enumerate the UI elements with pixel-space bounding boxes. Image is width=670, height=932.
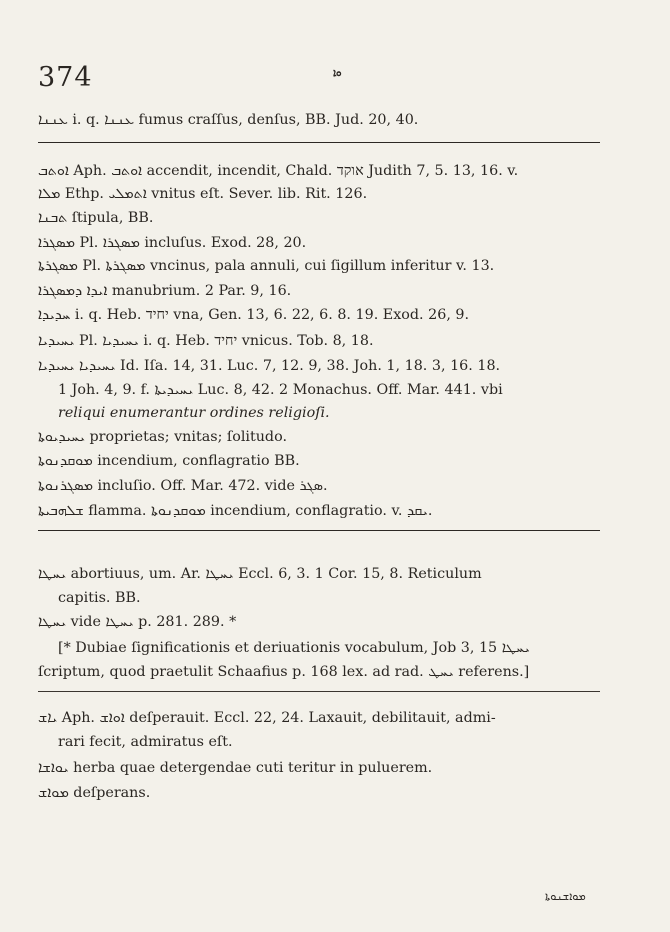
section-rule — [38, 142, 600, 143]
entry-line: ܡܠܐ Ethp. ܐܬܡܠܝ vnitus eſt. Sever. lib. Rit. 126. — [38, 186, 368, 202]
entry-line: ܡܘܐܫ deſperans. — [38, 785, 151, 801]
entry-line: ܡܣܓܪܢܘܬܐ incluſio. Off. Mar. 472. vide ܣܓܪ. — [38, 478, 328, 494]
entry-line: ܝܐܫ Aph. ܐܘܐܫ deſperauit. Eccl. 22, 24. Laxauit, debilitauit, admi- — [38, 710, 496, 726]
entry-line: ܝܚܛܐ vide ܝܚܛܐ p. 281. 289. * — [38, 614, 237, 630]
editorial-note-line: ſcriptum, quod praetulit Schaafius p. 168 lex. ad rad. ܝܚܛ referens.] — [38, 664, 530, 680]
entry-line: ܝܚܛܐ abortiuus, um. Ar. ܝܚܛܐ Eccl. 6, 3. 1 Cor. 15, 8. Reticulum — [38, 566, 482, 582]
catchword: ܡܘܐܫܢܘܬܐ — [545, 890, 586, 903]
entry-line: ܡܘܩܕܢܘܬܐ incendium, conflagratio BB. — [38, 453, 300, 469]
entry-line: ܡܣܓܪܬܐ Pl. ܡܣܓܪܬܐ vncinus, pala annuli, cui ſigillum inferitur v. 13. — [38, 258, 495, 274]
section-rule — [38, 691, 600, 692]
entry-line: ܐܝܕܐ ܕܡܣܓܪܐ manubrium. 2 Par. 9, 16. — [38, 283, 292, 299]
entry-line: rari fecit, admiratus eſt. — [58, 734, 233, 750]
entry-line: ܡܣܓܪܐ Pl. ܡܣܓܪܐ incluſus. Exod. 28, 20. — [38, 235, 307, 251]
entry-line: ܫܠܗܒܝܬܐ flamma. ܡܘܩܕܢܘܬܐ incendium, conflagratio. v. ܝܩܕ. — [38, 503, 433, 519]
entry-line: ܥܢܢܐ i. q. ܥܢܢܐ fumus craſſus, denſus, BB. Jud. 20, 40. — [38, 112, 419, 128]
entry-line: capitis. BB. — [58, 590, 141, 606]
entry-line: ܝܚܝܕܝܐ ܝܚܝܕܝܐ Id. Iſa. 14, 31. Luc. 7, 12. 9, 38. Joh. 1, 18. 3, 16. 18. — [38, 358, 501, 374]
entry-line: ܝܘܐܫܐ herba quae detergendae cuti teritur in puluerem. — [38, 760, 433, 776]
header-mark: ܘܐ — [333, 68, 342, 79]
entry-line: ܝܚܝܕܝܘܬܐ proprietas; vnitas; ſolitudo. — [38, 429, 287, 445]
entry-line: reliqui enumerantur ordines religioſi. — [58, 405, 330, 421]
entry-line: ܚܕܝܕܐ i. q. Heb. יחיד vna, Gen. 13, 6. 22, 6. 8. 19. Exod. 26, 9. — [38, 307, 470, 323]
editorial-note-line: [* Dubiae ſignificationis et deriuationis vocabulum, Job 3, 15 ܝܚܛܐ — [58, 640, 530, 656]
entry-line: ܝܚܝܕܝܐ Pl. ܝܚܝܕܝܐ i. q. Heb. יחיד vnicus. Tob. 8, 18. — [38, 333, 374, 349]
entry-line: ܐܘܬܒ Aph. ܐܘܬܒ accendit, incendit, Chald. אוקד Judith 7, 5. 13, 16. v. — [38, 163, 519, 179]
entry-line: 1 Joh. 4, 9. f. ܝܚܝܕܝܬܐ Luc. 8, 42. 2 Monachus. Off. Mar. 441. vbi — [58, 382, 503, 398]
page-number: 374 — [38, 62, 93, 93]
entry-line: ܬܒܢܐ ſtipula, BB. — [38, 210, 154, 226]
section-rule — [38, 530, 600, 531]
